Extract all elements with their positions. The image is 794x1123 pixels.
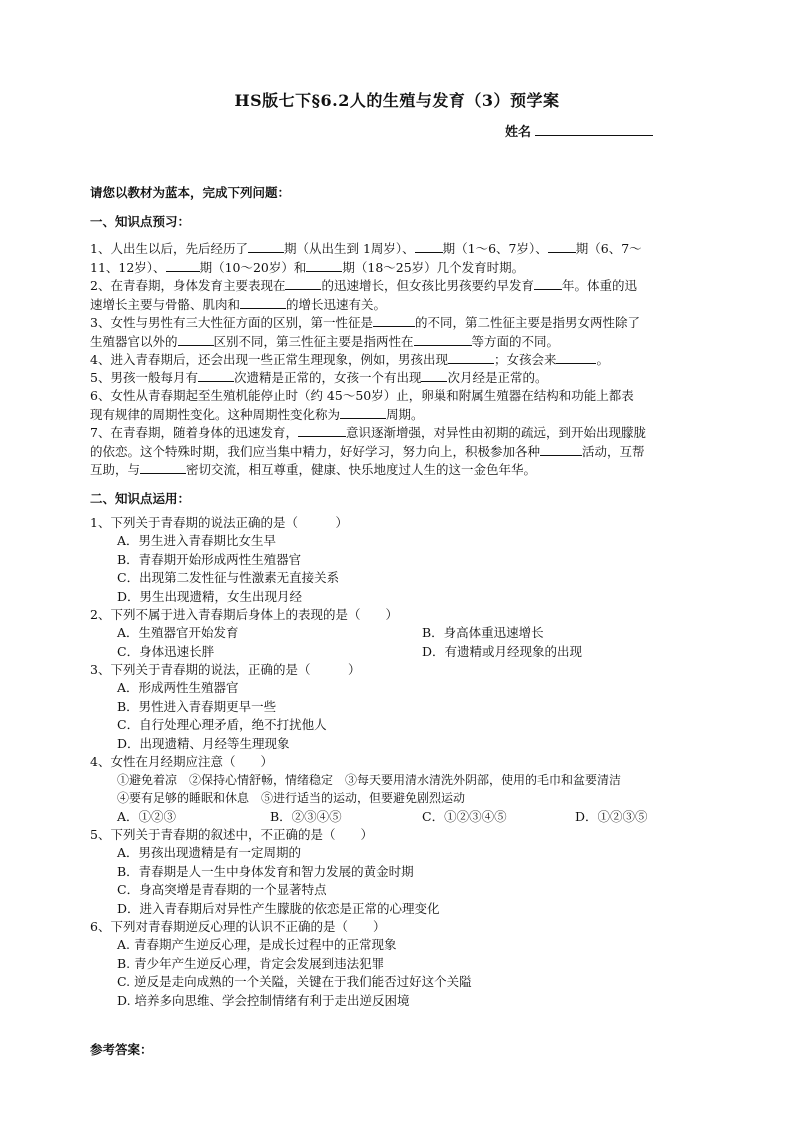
text-line [90,296,702,315]
q2-option-d[interactable]: D．有遗精或月经现象的出现 [422,644,583,659]
q5-option-a[interactable]: A．男孩出现遗精是有一定周期的 [117,845,302,860]
q6-option-d[interactable]: D. 培养多向思维、学会控制情绪有利于走出逆反困境 [117,993,410,1008]
blank[interactable] [534,277,562,290]
text-line [90,277,702,296]
page-title: HS版七下§6.2人的生殖与发育（3）预学案 [234,91,560,110]
q1-option-d[interactable]: D．男生出现遗精，女生出现月经 [117,589,303,604]
text-fragment: 次月经是正常的。 [447,370,548,385]
q4-option-b[interactable]: B．②③④⑤ [270,809,342,824]
text-line [90,369,702,388]
text-fragment: 速增长主要与骨骼、肌肉和 [90,296,241,312]
preview-item-3 [90,314,702,351]
text-fragment: 生殖器官以外的 [90,333,178,349]
text-fragment: 7、在青春期，随着身体的迅速发育， [90,425,298,440]
text-fragment: 意识逐渐增强，对异性由初期的疏远，到开始出现朦胧 [345,425,646,440]
q1-option-b[interactable]: B．青春期开始形成两性生殖器官 [117,552,302,567]
text-fragment: ；女孩会来 [493,352,557,367]
q6-option-c[interactable]: C. 逆反是走向成熟的一个关隘，关键在于我们能否过好这个关隘 [117,974,472,989]
q4-option-c[interactable]: C．①②③④⑤ [422,809,507,824]
preview-item-4 [90,351,702,370]
text-line [90,443,702,462]
blank[interactable] [240,296,286,309]
blank[interactable] [415,240,443,253]
blank[interactable] [448,351,494,364]
q2-option-b[interactable]: B．身高体重迅速增长 [422,625,544,640]
text-fragment: 5、男孩一般每月有 [90,370,198,385]
question-5-stem: 5、下列关于青春期的叙述中，不正确的是（ ） [90,827,373,842]
section-heading-preview: 一、知识点预习： [90,214,191,229]
name-field [505,121,653,140]
q1-option-c[interactable]: C．出现第二发性征与性激素无直接关系 [117,570,340,585]
text-line [90,240,702,259]
text-line [90,406,702,425]
q3-option-b[interactable]: B．男性进入青春期更早一些 [117,699,277,714]
blank[interactable] [556,351,596,364]
blank[interactable] [248,240,284,253]
text-line [90,461,702,480]
blank[interactable] [140,461,186,474]
text-fragment: 3、女性与男性有三大性征方面的区别，第一性征是 [90,315,373,330]
q6-option-a[interactable]: A. 青春期产生逆反心理，是成长过程中的正常现象 [117,937,397,952]
text-fragment: 次遗精是正常的，女孩一个有出现 [233,370,422,385]
text-line [90,333,702,352]
text-line [90,314,702,333]
text-fragment: 期（1～6、7岁）、 [442,241,548,256]
blank[interactable] [198,369,234,382]
text-fragment: 的不同，第二性征主要是指男女两性除了 [414,315,640,330]
text-fragment: 周期。 [386,406,424,422]
text-fragment: 期（10～20岁）和 [199,259,307,275]
text-fragment: 互助，与 [90,462,141,478]
blank[interactable] [306,259,342,272]
preview-item-6 [90,387,702,424]
instructions: 请您以教材为蓝本，完成下列问题： [90,185,291,200]
q4-note-2: ④要有足够的睡眠和休息 ⑤进行适当的运动，但要避免剧烈运动 [117,791,466,805]
text-fragment: 期（6、7～ [575,241,642,256]
q3-option-d[interactable]: D．出现遗精、月经等生理现象 [117,736,290,751]
text-line [90,424,702,443]
text-fragment: 11、12岁）、 [90,259,166,275]
text-line [90,351,702,370]
text-fragment: 期（从出生到 1周岁）、 [283,241,415,256]
text-fragment: 4、进入青春期后，还会出现一些正常生理现象，例如，男孩出现 [90,352,448,367]
text-fragment: 的迅速增长，但女孩比男孩要约早发育 [321,278,534,293]
text-fragment: 2、在青春期，身体发育主要表现在 [90,278,286,293]
q5-option-b[interactable]: B．青春期是人一生中身体发育和智力发展的黄金时期 [117,864,414,879]
text-fragment: 6、女性从青春期起至生殖机能停止时（约 45～50岁）止，卵巢和附属生殖器在结构和功能上都表 [90,388,634,403]
text-fragment: 的增长迅速有关。 [286,296,387,312]
preview-item-2 [90,277,702,314]
q4-note-1: ①避免着凉 ②保持心情舒畅，情绪稳定 ③每天要用清水清洗外阴部，使用的毛巾和盆要清洁 [117,773,622,787]
preview-item-5 [90,369,702,388]
blank[interactable] [178,333,214,346]
question-6-stem: 6、下列对青春期逆反心理的认识不正确的是（ ） [90,919,386,934]
blank[interactable] [548,240,576,253]
name-blank[interactable] [535,123,653,136]
question-1-stem: 1、下列关于青春期的说法正确的是（ ） [90,515,348,530]
blank[interactable] [540,443,582,456]
preview-item-1 [90,240,702,277]
q2-option-c[interactable]: C．身体迅速长胖 [117,644,215,659]
text-fragment: 活动，互帮 [582,443,645,459]
text-fragment: 现有规律的周期性变化。这种周期性变化称为 [90,406,341,422]
q5-option-d[interactable]: D．进入青春期后对异性产生朦胧的依恋是正常的心理变化 [117,901,440,916]
text-fragment: 年。体重的迅 [561,278,637,293]
question-4-stem: 4、女性在月经期应注意（ ） [90,754,273,769]
blank[interactable] [166,259,200,272]
q3-option-c[interactable]: C．自行处理心理矛盾，绝不打扰他人 [117,717,327,732]
question-3-stem: 3、下列关于青春期的说法，正确的是（ ） [90,662,361,677]
blank[interactable] [414,333,472,346]
text-fragment: 区别不同，第三性征主要是指两性在 [213,333,414,349]
q5-option-c[interactable]: C．身高突增是青春期的一个显著特点 [117,882,327,897]
blank[interactable] [298,424,346,437]
text-fragment: 密切交流，相互尊重，健康、快乐地度过人生的这一金色年华。 [186,462,537,478]
text-fragment: 等方面的不同。 [471,333,560,349]
text-line [90,387,702,406]
answers-heading: 参考答案： [90,1042,153,1057]
text-fragment: 1、人出生以后，先后经历了 [90,241,248,256]
text-fragment: 。 [596,352,609,367]
blank[interactable] [421,369,447,382]
text-fragment: 的依恋。这个特殊时期，我们应当集中精力，好好学习，努力向上，积极参加各种 [90,443,541,459]
q4-option-a[interactable]: A．①②③ [117,809,177,824]
question-2-stem: 2、下列不属于进入青春期后身体上的表现的是（ ） [90,607,398,622]
blank[interactable] [373,314,415,327]
text-fragment: 期（18～25岁）几个发育时期。 [342,259,525,275]
name-label: 姓名 [505,125,532,140]
q1-option-a[interactable]: A．男生进入青春期比女生早 [117,533,277,548]
q6-option-b[interactable]: B. 青少年产生逆反心理，肯定会发展到违法犯罪 [117,956,385,971]
section-heading-application: 二、知识点运用： [90,491,191,506]
blank[interactable] [340,406,386,419]
q4-option-d[interactable]: D．①②③⑤ [575,809,648,824]
blank[interactable] [285,277,321,290]
q2-option-a[interactable]: A．生殖器官开始发育 [117,625,239,640]
text-line [90,259,702,278]
q3-option-a[interactable]: A．形成两性生殖器官 [117,680,239,695]
preview-item-7 [90,424,702,480]
